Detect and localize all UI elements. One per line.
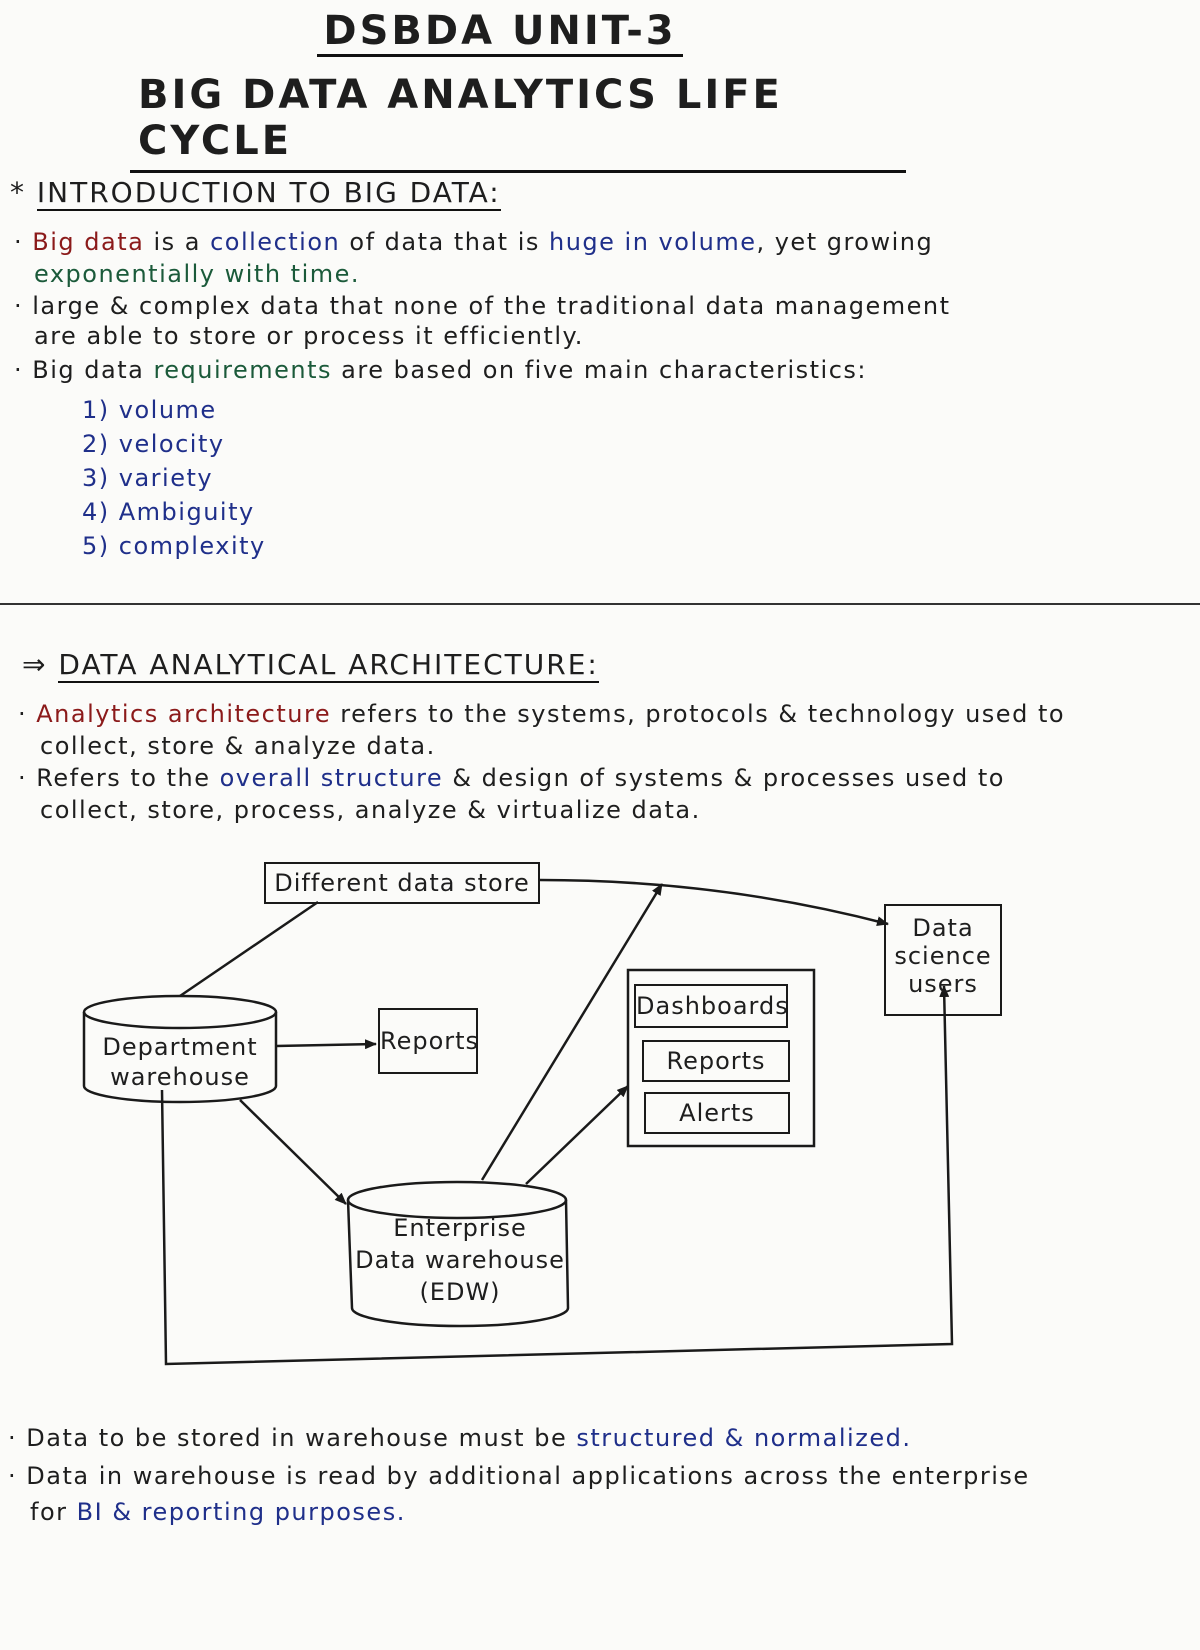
page-subtitle: BIG DATA ANALYTICS LIFE CYCLE: [130, 72, 906, 173]
term-requirements: requirements: [153, 356, 333, 384]
intro-bullet-2-cont: are able to store or process it efficiently.: [34, 322, 584, 350]
term-structured-normalized: structured & normalized.: [576, 1424, 912, 1452]
text-fragment: of data that is: [340, 228, 549, 256]
asterisk-marker: *: [10, 176, 26, 209]
arch-heading-label: DATA ANALYTICAL ARCHITECTURE:: [58, 648, 599, 681]
text-fragment: Data to be stored in warehouse must be: [26, 1424, 577, 1452]
characteristic-item: 3) variety: [82, 464, 214, 492]
term-analytics-architecture: Analytics architecture: [36, 700, 332, 728]
dept-label-line: Department: [102, 1033, 258, 1061]
dashboard-reports-box: Reports: [642, 1040, 790, 1082]
alerts-box: Alerts: [644, 1092, 790, 1134]
data-store-box: Different data store: [264, 862, 540, 904]
term-collection: collection: [210, 228, 341, 256]
intro-bullet-1: · Big data is a collection of data that is huge in volume, yet growing: [14, 228, 934, 256]
dept-label-line: warehouse: [110, 1063, 250, 1091]
text-fragment: refers to the systems, protocols & technology used to: [331, 700, 1066, 728]
text-fragment: for: [30, 1498, 77, 1526]
characteristic-item: 5) complexity: [82, 532, 266, 560]
data-science-users-box: [884, 904, 1002, 1016]
text-fragment: , yet growing: [756, 228, 934, 256]
intro-bullet-2: · large & complex data that none of the traditional data management: [14, 292, 951, 320]
text-fragment: & design of systems & processes used to: [443, 764, 1005, 792]
note-1: · Data to be stored in warehouse must be structured & normalized.: [8, 1424, 912, 1452]
users-label-line: Data: [912, 914, 974, 942]
users-label-line: science: [894, 942, 992, 970]
edw-label-line: Data warehouse: [355, 1246, 565, 1274]
term-bi-reporting: BI & reporting purposes.: [76, 1498, 406, 1526]
text-fragment: are based on five main characteristics:: [332, 356, 867, 384]
arrow-edw-to-dashboards: [526, 1086, 628, 1184]
intro-bullet-1-cont: exponentially with time.: [34, 260, 361, 288]
arrow-dept-to-reports: [276, 1044, 376, 1046]
arch-bullet-2: · Refers to the overall structure & design of systems & processes used to: [18, 764, 1005, 792]
arch-bullet-1: · Analytics architecture refers to the systems, protocols & technology used to: [18, 700, 1066, 728]
arch-bullet-1-cont: collect, store & analyze data.: [40, 732, 436, 760]
text-fragment: Refers to the: [36, 764, 220, 792]
characteristic-item: 1) volume: [82, 396, 217, 424]
text-fragment: Data in warehouse is read by additional applications across the enterprise: [26, 1462, 1030, 1490]
arrow-datastore-to-users: [540, 880, 888, 924]
intro-heading-label: INTRODUCTION TO BIG DATA:: [36, 176, 501, 209]
arrow-marker: ⇒: [22, 648, 48, 681]
users-label-line: users: [908, 970, 978, 998]
text-fragment: is a: [144, 228, 211, 256]
arrow-dept-to-edw: [240, 1100, 346, 1204]
arrow-edw-to-top: [482, 884, 662, 1180]
edw-label-line: (EDW): [419, 1278, 501, 1306]
edw-label: [352, 1212, 568, 1308]
term-huge-volume: huge in volume: [549, 228, 757, 256]
reports-box: Reports: [378, 1008, 478, 1074]
dashboards-box: Dashboards: [634, 984, 788, 1028]
connector-dept-to-datastore: [180, 902, 318, 996]
unit-title: DSBDA UNIT-3: [317, 8, 682, 57]
text-fragment: Big data: [32, 356, 154, 384]
edw-label-line: Enterprise: [393, 1214, 527, 1242]
note-2-cont: [30, 1498, 406, 1526]
intro-bullet-3: · Big data requirements are based on five main characteristics:: [14, 356, 867, 384]
term-overall-structure: overall structure: [219, 764, 444, 792]
text-fragment: large & complex data that none of the traditional data management: [32, 292, 951, 320]
characteristic-item: 2) velocity: [82, 430, 225, 458]
department-warehouse-label: [84, 1032, 276, 1092]
note-2: · Data in warehouse is read by additional applications across the enterprise: [8, 1462, 1030, 1490]
term-big-data: Big data: [32, 228, 145, 256]
arch-bullet-2-cont: collect, store, process, analyze & virtualize data.: [40, 796, 701, 824]
characteristic-item: 4) Ambiguity: [82, 498, 255, 526]
